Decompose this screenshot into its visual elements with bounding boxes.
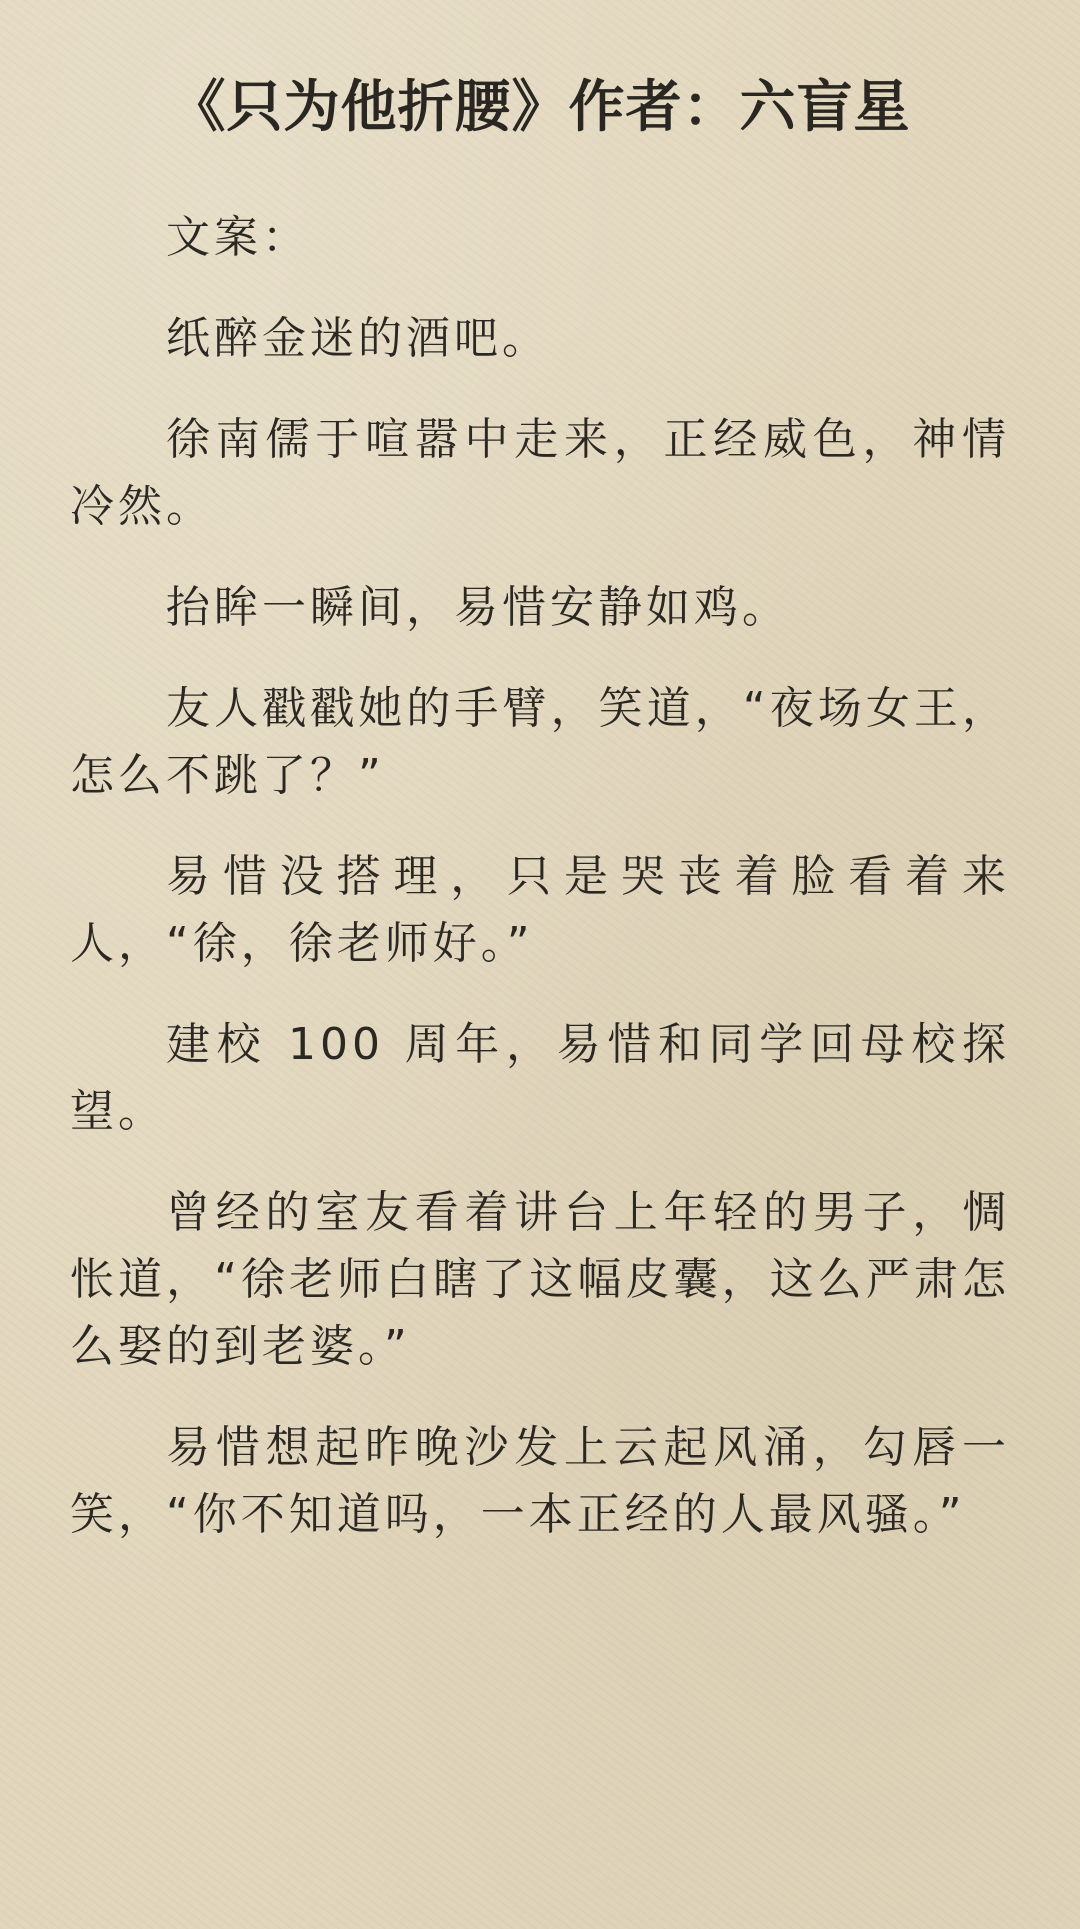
paragraph: 易惜没搭理，只是哭丧着脸看着来人，“徐，徐老师好。” (70, 851, 1010, 969)
paragraph: 曾经的室友看着讲台上年轻的男子，惆怅道，“徐老师白瞎了这幅皮囊，这么严肃怎么娶的到老婆。” (70, 1187, 1010, 1372)
paragraph: 徐南儒于喧嚣中走来，正经威色，神情冷然。 (70, 414, 1010, 532)
book-title: 《只为他折腰》作者：六盲星 (169, 75, 911, 140)
paragraph: 建校 100 周年，易惜和同学回母校探望。 (70, 1019, 1010, 1137)
paragraph: 友人戳戳她的手臂，笑道，“夜场女王，怎么不跳了？” (70, 683, 1010, 801)
paragraph: 抬眸一瞬间，易惜安静如鸡。 (166, 582, 790, 633)
paragraph: 纸醉金迷的酒吧。 (166, 313, 550, 364)
paragraph: 易惜想起昨晚沙发上云起风涌，勾唇一笑，“你不知道吗，一本正经的人最风骚。” (70, 1422, 1010, 1540)
synopsis-body (70, 204, 1010, 1548)
paragraph-synopsis-label: 文案： (166, 212, 310, 263)
